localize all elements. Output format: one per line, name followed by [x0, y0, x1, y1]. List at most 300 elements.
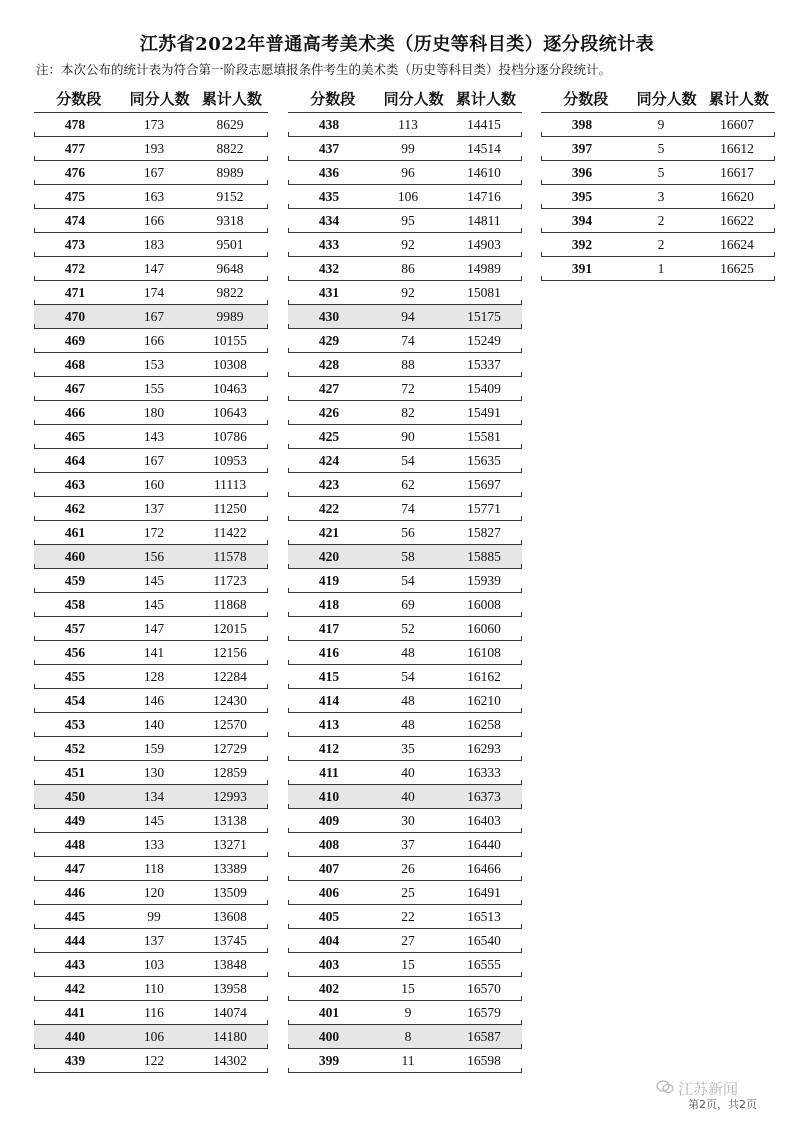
table-row — [541, 137, 775, 161]
score-cell: 415 — [318, 668, 340, 684]
same-count-cell: 94 — [401, 308, 415, 324]
table-row — [34, 473, 268, 497]
cumulative-cell: 9648 — [216, 260, 244, 276]
table-row — [288, 449, 522, 473]
same-count-cell: 167 — [143, 308, 165, 324]
same-count-cell: 2 — [657, 212, 665, 228]
table-row — [288, 929, 522, 953]
cumulative-cell: 9822 — [216, 284, 244, 300]
same-count-cell: 103 — [143, 956, 165, 972]
same-count-cell: 88 — [401, 356, 415, 372]
cumulative-cell: 16579 — [467, 1004, 501, 1020]
same-count-cell: 48 — [401, 644, 415, 660]
same-count-cell: 147 — [143, 260, 165, 276]
same-count-cell: 8 — [404, 1028, 412, 1044]
same-count-cell: 106 — [143, 1028, 165, 1044]
table-row — [288, 521, 522, 545]
same-count-cell: 40 — [401, 764, 415, 780]
same-count-cell: 145 — [143, 596, 165, 612]
table-row — [541, 185, 775, 209]
cumulative-cell: 15771 — [467, 500, 501, 516]
same-count-cell: 167 — [143, 452, 165, 468]
cumulative-cell: 11578 — [213, 548, 247, 564]
cumulative-cell: 16108 — [467, 644, 501, 660]
cumulative-cell: 14811 — [467, 212, 501, 228]
table-row — [34, 785, 268, 809]
cumulative-cell: 16491 — [467, 884, 501, 900]
table-row — [34, 641, 268, 665]
score-cell: 436 — [318, 164, 340, 180]
table-row — [288, 641, 522, 665]
cumulative-cell: 16540 — [467, 932, 501, 948]
cumulative-cell: 14415 — [467, 116, 501, 132]
header-cumulative: 累计人数 — [201, 89, 262, 108]
table-body — [34, 112, 268, 1073]
table-row — [34, 1025, 268, 1049]
score-cell: 459 — [64, 572, 86, 588]
same-count-cell: 86 — [401, 260, 415, 276]
score-cell: 430 — [318, 308, 340, 324]
same-count-cell: 180 — [143, 404, 165, 420]
table-row — [288, 353, 522, 377]
score-cell: 475 — [64, 188, 86, 204]
score-cell: 392 — [571, 236, 593, 252]
table-row — [541, 209, 775, 233]
score-cell: 411 — [319, 764, 339, 780]
cumulative-cell: 16008 — [467, 596, 501, 612]
cumulative-cell: 12284 — [213, 668, 247, 684]
cumulative-cell: 15337 — [467, 356, 501, 372]
table-row — [288, 617, 522, 641]
cumulative-cell: 14180 — [213, 1028, 247, 1044]
score-cell: 460 — [64, 548, 86, 564]
header-score: 分数段 — [56, 89, 102, 108]
table-row — [288, 857, 522, 881]
cumulative-cell: 13138 — [213, 812, 247, 828]
same-count-cell: 128 — [143, 668, 165, 684]
score-cell: 441 — [64, 1004, 86, 1020]
cumulative-cell: 16060 — [467, 620, 501, 636]
cumulative-cell: 12993 — [213, 788, 247, 804]
cumulative-cell: 15827 — [467, 524, 501, 540]
same-count-cell: 92 — [401, 284, 415, 300]
table-row — [288, 761, 522, 785]
cumulative-cell: 16555 — [467, 956, 501, 972]
score-cell: 421 — [318, 524, 340, 540]
same-count-cell: 58 — [401, 548, 415, 564]
same-count-cell: 116 — [144, 1004, 164, 1020]
wechat-icon — [656, 1080, 674, 1098]
same-count-cell: 163 — [143, 188, 165, 204]
score-cell: 452 — [64, 740, 86, 756]
table-row — [288, 257, 522, 281]
table-row — [34, 881, 268, 905]
table-row — [288, 713, 522, 737]
same-count-cell: 145 — [143, 812, 165, 828]
cumulative-cell: 15581 — [467, 428, 501, 444]
table-row — [288, 593, 522, 617]
same-count-cell: 11 — [401, 1052, 415, 1068]
table-row — [288, 737, 522, 761]
score-cell: 425 — [318, 428, 340, 444]
same-count-cell: 113 — [398, 116, 418, 132]
score-cell: 419 — [318, 572, 340, 588]
table-row — [34, 161, 268, 185]
score-cell: 405 — [318, 908, 340, 924]
score-cell: 406 — [318, 884, 340, 900]
table-row — [288, 425, 522, 449]
same-count-cell: 1 — [657, 260, 665, 276]
cumulative-cell: 8989 — [216, 164, 244, 180]
table-row — [288, 1049, 522, 1073]
score-cell: 404 — [318, 932, 340, 948]
cumulative-cell: 12156 — [213, 644, 247, 660]
same-count-cell: 54 — [401, 452, 415, 468]
table-row — [34, 329, 268, 353]
same-count-cell: 48 — [401, 692, 415, 708]
score-cell: 450 — [64, 788, 86, 804]
same-count-cell: 95 — [401, 212, 415, 228]
table-row — [34, 665, 268, 689]
score-cell: 401 — [318, 1004, 340, 1020]
table-body — [541, 112, 775, 281]
score-cell: 461 — [64, 524, 86, 540]
same-count-cell: 183 — [143, 236, 165, 252]
score-table-column-3 — [541, 86, 775, 281]
table-row — [34, 617, 268, 641]
same-count-cell: 99 — [147, 908, 161, 924]
same-count-cell: 106 — [397, 188, 419, 204]
cumulative-cell: 16333 — [467, 764, 501, 780]
table-row — [34, 305, 268, 329]
score-cell: 402 — [318, 980, 340, 996]
same-count-cell: 2 — [657, 236, 665, 252]
same-count-cell: 3 — [657, 188, 665, 204]
score-cell: 447 — [64, 860, 86, 876]
table-row — [288, 1001, 522, 1025]
score-cell: 412 — [318, 740, 340, 756]
cumulative-cell: 10463 — [213, 380, 247, 396]
score-cell: 464 — [64, 452, 86, 468]
table-body — [288, 112, 522, 1073]
score-cell: 465 — [64, 428, 86, 444]
table-row — [34, 977, 268, 1001]
score-cell: 474 — [64, 212, 86, 228]
table-row — [288, 1025, 522, 1049]
table-row — [34, 281, 268, 305]
table-row — [34, 905, 268, 929]
same-count-cell: 54 — [401, 668, 415, 684]
page-number: 第2页，共2页 — [688, 1098, 757, 1111]
score-cell: 414 — [318, 692, 340, 708]
cumulative-cell: 10786 — [213, 428, 247, 444]
cumulative-cell: 9152 — [216, 188, 244, 204]
cumulative-cell: 13271 — [213, 836, 247, 852]
cumulative-cell: 12859 — [213, 764, 247, 780]
same-count-cell: 96 — [401, 164, 415, 180]
table-row — [288, 473, 522, 497]
same-count-cell: 143 — [143, 428, 165, 444]
same-count-cell: 134 — [143, 788, 165, 804]
cumulative-cell: 16466 — [467, 860, 501, 876]
table-header — [34, 86, 268, 110]
table-row — [34, 112, 268, 137]
score-cell: 408 — [318, 836, 340, 852]
score-cell: 396 — [571, 164, 593, 180]
same-count-cell: 30 — [401, 812, 415, 828]
same-count-cell: 62 — [401, 476, 415, 492]
score-cell: 469 — [64, 332, 86, 348]
same-count-cell: 74 — [401, 332, 415, 348]
header-score: 分数段 — [563, 89, 609, 108]
table-row — [288, 569, 522, 593]
cumulative-cell: 15249 — [467, 332, 501, 348]
same-count-cell: 48 — [401, 716, 415, 732]
score-cell: 466 — [64, 404, 86, 420]
table-note: 注：本次公布的统计表为符合第一阶段志愿填报条件考生的美术类（历史等科目类）投档分逐分段统计。 — [36, 62, 612, 77]
table-row — [288, 881, 522, 905]
table-row — [34, 425, 268, 449]
header-cumulative: 累计人数 — [708, 89, 769, 108]
score-cell: 391 — [571, 260, 593, 276]
score-cell: 476 — [64, 164, 86, 180]
watermark-text: 江苏新闻 — [678, 1080, 739, 1098]
cumulative-cell: 16258 — [467, 716, 501, 732]
page-title: 江苏省2022年普通高考美术类（历史等科目类）逐分段统计表 — [139, 34, 655, 55]
score-cell: 397 — [571, 140, 593, 156]
same-count-cell: 137 — [143, 500, 165, 516]
same-count-cell: 160 — [143, 476, 165, 492]
table-row — [288, 233, 522, 257]
same-count-cell: 35 — [401, 740, 415, 756]
same-count-cell: 74 — [401, 500, 415, 516]
score-cell: 457 — [64, 620, 86, 636]
score-cell: 437 — [318, 140, 340, 156]
same-count-cell: 141 — [143, 644, 165, 660]
table-row — [288, 809, 522, 833]
score-cell: 399 — [318, 1052, 340, 1068]
cumulative-cell: 14074 — [213, 1004, 247, 1020]
table-row — [288, 329, 522, 353]
table-row — [288, 785, 522, 809]
table-row — [288, 665, 522, 689]
score-cell: 428 — [318, 356, 340, 372]
same-count-cell: 69 — [401, 596, 415, 612]
same-count-cell: 90 — [401, 428, 415, 444]
same-count-cell: 174 — [143, 284, 165, 300]
same-count-cell: 26 — [401, 860, 415, 876]
score-cell: 440 — [64, 1028, 86, 1044]
cumulative-cell: 16625 — [720, 260, 754, 276]
cumulative-cell: 16570 — [467, 980, 501, 996]
table-row — [288, 545, 522, 569]
cumulative-cell: 14903 — [467, 236, 501, 252]
same-count-cell: 25 — [401, 884, 415, 900]
cumulative-cell: 8822 — [216, 140, 244, 156]
same-count-cell: 146 — [143, 692, 165, 708]
score-cell: 427 — [318, 380, 340, 396]
table-row — [541, 257, 775, 281]
score-cell: 409 — [318, 812, 340, 828]
cumulative-cell: 13958 — [213, 980, 247, 996]
same-count-cell: 137 — [143, 932, 165, 948]
same-count-cell: 145 — [143, 572, 165, 588]
score-cell: 416 — [318, 644, 340, 660]
cumulative-cell: 16293 — [467, 740, 501, 756]
score-cell: 471 — [64, 284, 86, 300]
cumulative-cell: 14514 — [467, 140, 501, 156]
same-count-cell: 140 — [143, 716, 165, 732]
cumulative-cell: 15939 — [467, 572, 501, 588]
header-cumulative: 累计人数 — [455, 89, 516, 108]
score-cell: 442 — [64, 980, 86, 996]
same-count-cell: 82 — [401, 404, 415, 420]
cumulative-cell: 10643 — [213, 404, 247, 420]
score-cell: 468 — [64, 356, 86, 372]
cumulative-cell: 12729 — [213, 740, 247, 756]
same-count-cell: 193 — [143, 140, 165, 156]
score-cell: 424 — [318, 452, 340, 468]
score-table-column-2 — [288, 86, 522, 1073]
table-row — [34, 209, 268, 233]
cumulative-cell: 13509 — [213, 884, 247, 900]
cumulative-cell: 16617 — [720, 164, 754, 180]
table-row — [288, 209, 522, 233]
same-count-cell: 15 — [401, 956, 415, 972]
same-count-cell: 172 — [143, 524, 165, 540]
table-row — [288, 112, 522, 137]
table-row — [288, 977, 522, 1001]
table-header — [541, 86, 775, 110]
cumulative-cell: 10953 — [213, 452, 247, 468]
table-row — [34, 497, 268, 521]
table-row — [34, 929, 268, 953]
score-cell: 444 — [64, 932, 86, 948]
same-count-cell: 166 — [143, 332, 165, 348]
score-cell: 438 — [318, 116, 340, 132]
cumulative-cell: 14610 — [467, 164, 501, 180]
same-count-cell: 54 — [401, 572, 415, 588]
same-count-cell: 153 — [143, 356, 165, 372]
score-cell: 456 — [64, 644, 86, 660]
score-cell: 472 — [64, 260, 86, 276]
score-cell: 470 — [64, 308, 86, 324]
cumulative-cell: 16210 — [467, 692, 501, 708]
cumulative-cell: 15409 — [467, 380, 501, 396]
table-row — [288, 377, 522, 401]
cumulative-cell: 10308 — [213, 356, 247, 372]
cumulative-cell: 14716 — [467, 188, 501, 204]
cumulative-cell: 15885 — [467, 548, 501, 564]
same-count-cell: 56 — [401, 524, 415, 540]
same-count-cell: 52 — [401, 620, 415, 636]
cumulative-cell: 9318 — [216, 212, 244, 228]
cumulative-cell: 14989 — [467, 260, 501, 276]
cumulative-cell: 12015 — [213, 620, 247, 636]
cumulative-cell: 13389 — [213, 860, 247, 876]
score-table-column-1 — [34, 86, 268, 1073]
table-row — [541, 233, 775, 257]
table-row — [34, 521, 268, 545]
cumulative-cell: 13848 — [213, 956, 247, 972]
table-row — [34, 833, 268, 857]
score-cell: 432 — [318, 260, 340, 276]
header-same-count: 同分人数 — [129, 89, 190, 108]
score-cell: 422 — [318, 500, 340, 516]
table-row — [34, 809, 268, 833]
table-row — [34, 137, 268, 161]
table-row — [288, 833, 522, 857]
same-count-cell: 5 — [657, 164, 665, 180]
same-count-cell: 159 — [143, 740, 165, 756]
cumulative-cell: 11422 — [213, 524, 247, 540]
score-cell: 413 — [318, 716, 340, 732]
table-row — [34, 593, 268, 617]
cumulative-cell: 15491 — [467, 404, 501, 420]
score-cell: 453 — [64, 716, 86, 732]
same-count-cell: 156 — [143, 548, 165, 564]
table-row — [34, 233, 268, 257]
cumulative-cell: 16513 — [467, 908, 501, 924]
same-count-cell: 167 — [143, 164, 165, 180]
score-cell: 417 — [318, 620, 340, 636]
same-count-cell: 5 — [657, 140, 665, 156]
cumulative-cell: 11868 — [213, 596, 247, 612]
score-cell: 435 — [318, 188, 340, 204]
table-header — [288, 86, 522, 110]
cumulative-cell: 16598 — [467, 1052, 501, 1068]
cumulative-cell: 15697 — [467, 476, 501, 492]
same-count-cell: 173 — [143, 116, 165, 132]
table-row — [288, 281, 522, 305]
same-count-cell: 72 — [401, 380, 415, 396]
cumulative-cell: 15175 — [467, 308, 501, 324]
table-row — [288, 137, 522, 161]
table-row — [34, 401, 268, 425]
score-cell: 467 — [64, 380, 86, 396]
cumulative-cell: 16403 — [467, 812, 501, 828]
cumulative-cell: 13745 — [213, 932, 247, 948]
table-row — [288, 401, 522, 425]
cumulative-cell: 11113 — [213, 476, 247, 492]
cumulative-cell: 16440 — [467, 836, 501, 852]
score-cell: 394 — [571, 212, 593, 228]
table-row — [288, 905, 522, 929]
score-cell: 431 — [318, 284, 340, 300]
score-cell: 407 — [318, 860, 340, 876]
cumulative-cell: 10155 — [213, 332, 247, 348]
score-cell: 403 — [318, 956, 340, 972]
score-cell: 434 — [318, 212, 340, 228]
score-cell: 418 — [318, 596, 340, 612]
cumulative-cell: 11723 — [213, 572, 247, 588]
score-cell: 400 — [318, 1028, 340, 1044]
table-row — [288, 689, 522, 713]
same-count-cell: 99 — [401, 140, 415, 156]
cumulative-cell: 13608 — [213, 908, 247, 924]
cumulative-cell: 14302 — [213, 1052, 247, 1068]
table-row — [34, 953, 268, 977]
score-cell: 433 — [318, 236, 340, 252]
score-cell: 478 — [64, 116, 86, 132]
score-cell: 477 — [64, 140, 86, 156]
table-row — [34, 569, 268, 593]
table-row — [288, 185, 522, 209]
same-count-cell: 22 — [401, 908, 415, 924]
same-count-cell: 37 — [401, 836, 415, 852]
table-row — [34, 713, 268, 737]
same-count-cell: 118 — [144, 860, 164, 876]
